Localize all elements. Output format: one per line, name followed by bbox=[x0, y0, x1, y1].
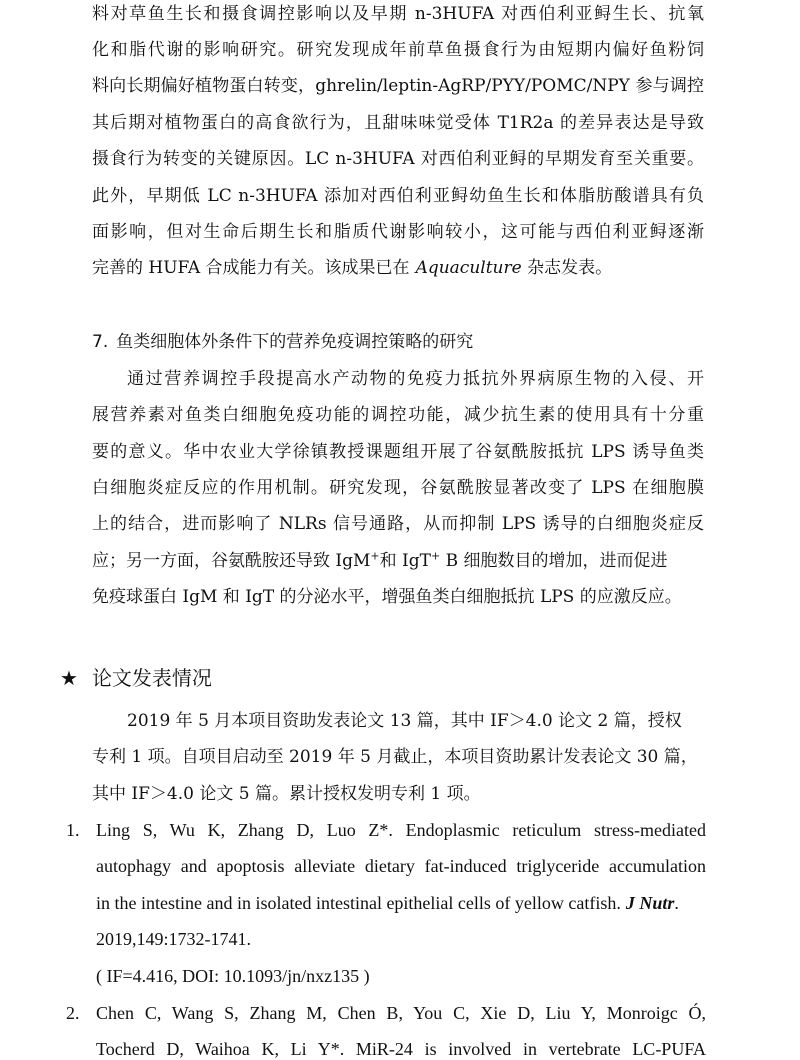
igm-sup: + bbox=[370, 549, 380, 563]
section-7-heading bbox=[92, 331, 473, 353]
paragraph-7-line-1: 通过营养调控手段提高水产动物的免疫力抵抗外界病原生物的入侵、开 bbox=[127, 369, 704, 389]
publications-title: 论文发表情况 bbox=[91, 666, 212, 690]
paragraph-top-line-8-text: 完善的 HUFA 合成能力有关。该成果已在 bbox=[92, 258, 410, 278]
journal-aquaculture: Aquaculture bbox=[415, 258, 522, 278]
ref-1-line-2: autophagy and apoptosis alleviate dietary fat-induced triglyceride accumulation bbox=[96, 856, 706, 876]
ref-2-line-2: Tocherd D, Waihoa K, Li Y*. MiR-24 is involved in vertebrate LC-PUFA bbox=[96, 1039, 706, 1059]
ref-1-line-3-text: in the intestine and in isolated intestinal epithelial cells of yellow catfish. bbox=[96, 893, 621, 913]
paragraph-top-line-3: 料向长期偏好植物蛋白转变，ghrelin/leptin-AgRP/PYY/POMC/NPY 参与调控 bbox=[92, 76, 704, 96]
paragraph-top-line-4: 其后期对植物蛋白的高食欲行为，且甜味味觉受体 T1R2a 的差异表达是导致 bbox=[92, 113, 704, 133]
ref-1-if: ( IF=4.416, DOI: 10.1093/jn/nxz135 ) bbox=[96, 966, 370, 986]
paragraph-top-line-1: 料对草鱼生长和摄食调控影响以及早期 n-3HUFA 对西伯利亚鲟生长、抗氧 bbox=[92, 4, 704, 24]
paragraph-7-line-6-b: 和 IgT bbox=[379, 551, 431, 571]
section-7-number: 7. bbox=[92, 332, 109, 352]
paragraph-7-line-5: 上的结合，进而影响了 NLRs 信号通路，从而抑制 LPS 诱导的白细胞炎症反 bbox=[92, 514, 704, 534]
paragraph-top-line-7: 面影响，但对生命后期生长和脂质代谢影响较小，这可能与西伯利亚鲟逐渐 bbox=[92, 222, 704, 242]
paragraph-top-line-2: 化和脂代谢的影响研究。研究发现成年前草鱼摄食行为由短期内偏好鱼粉饲 bbox=[92, 40, 704, 60]
paragraph-7-line-4: 白细胞炎症反应的作用机制。研究发现，谷氨酰胺显著改变了 LPS 在细胞膜 bbox=[92, 478, 704, 498]
paragraph-7-line-6-c: B 细胞数目的增加，进而促进 bbox=[440, 551, 668, 571]
publications-summary-line-3: 其中 IF＞4.0 论文 5 篇。累计授权发明专利 1 项。 bbox=[92, 784, 481, 804]
paragraph-7-line-3: 要的意义。华中农业大学徐镇教授课题组开展了谷氨酰胺抵抗 LPS 诱导鱼类 bbox=[92, 442, 704, 462]
star-icon: ★ bbox=[60, 666, 78, 690]
ref-1-line-3 bbox=[96, 892, 679, 914]
paragraph-7-line-6 bbox=[92, 550, 668, 572]
igt-sup: + bbox=[430, 549, 441, 563]
ref-2-number: 2. bbox=[66, 1003, 80, 1023]
publications-heading bbox=[60, 665, 212, 691]
paragraph-7-line-7: 免疫球蛋白 IgM 和 IgT 的分泌水平，增强鱼类白细胞抵抗 LPS 的应激反应。 bbox=[92, 587, 682, 607]
ref-1-year: 2019,149:1732-1741. bbox=[96, 929, 251, 949]
ref-2-line-1: Chen C, Wang S, Zhang M, Chen B, You C, Xie D, Liu Y, Monroigc Ó, bbox=[96, 1003, 706, 1023]
ref-1-line-1: Ling S, Wu K, Zhang D, Luo Z*. Endoplasmic reticulum stress-mediated bbox=[96, 820, 706, 840]
publications-summary-line-2: 专利 1 项。自项目启动至 2019 年 5 月截止，本项目资助累计发表论文 30 篇， bbox=[92, 747, 698, 767]
publications-summary-line-1: 2019 年 5 月本项目资助发表论文 13 篇，其中 IF＞4.0 论文 2 篇，授权 bbox=[127, 711, 682, 731]
paragraph-7-line-6-a: 应；另一方面，谷氨酰胺还导致 IgM bbox=[92, 551, 371, 571]
ref-1-number: 1. bbox=[66, 820, 80, 840]
paragraph-top-line-8 bbox=[92, 257, 612, 279]
ref-1-journal: J Nutr bbox=[625, 893, 675, 913]
paragraph-7-line-2: 展营养素对鱼类白细胞免疫功能的调控功能，减少抗生素的使用具有十分重 bbox=[92, 405, 704, 425]
paragraph-top-line-6: 此外，早期低 LC n-3HUFA 添加对西伯利亚鲟幼鱼生长和体脂肪酸谱具有负 bbox=[92, 186, 704, 206]
paragraph-top-end: 杂志发表。 bbox=[521, 258, 613, 278]
section-7-title: 鱼类细胞体外条件下的营养免疫调控策略的研究 bbox=[116, 332, 474, 352]
ref-1-journal-after: . bbox=[674, 893, 679, 913]
paragraph-top-line-5: 摄食行为转变的关键原因。LC n-3HUFA 对西伯利亚鲟的早期发育至关重要。 bbox=[92, 149, 704, 169]
